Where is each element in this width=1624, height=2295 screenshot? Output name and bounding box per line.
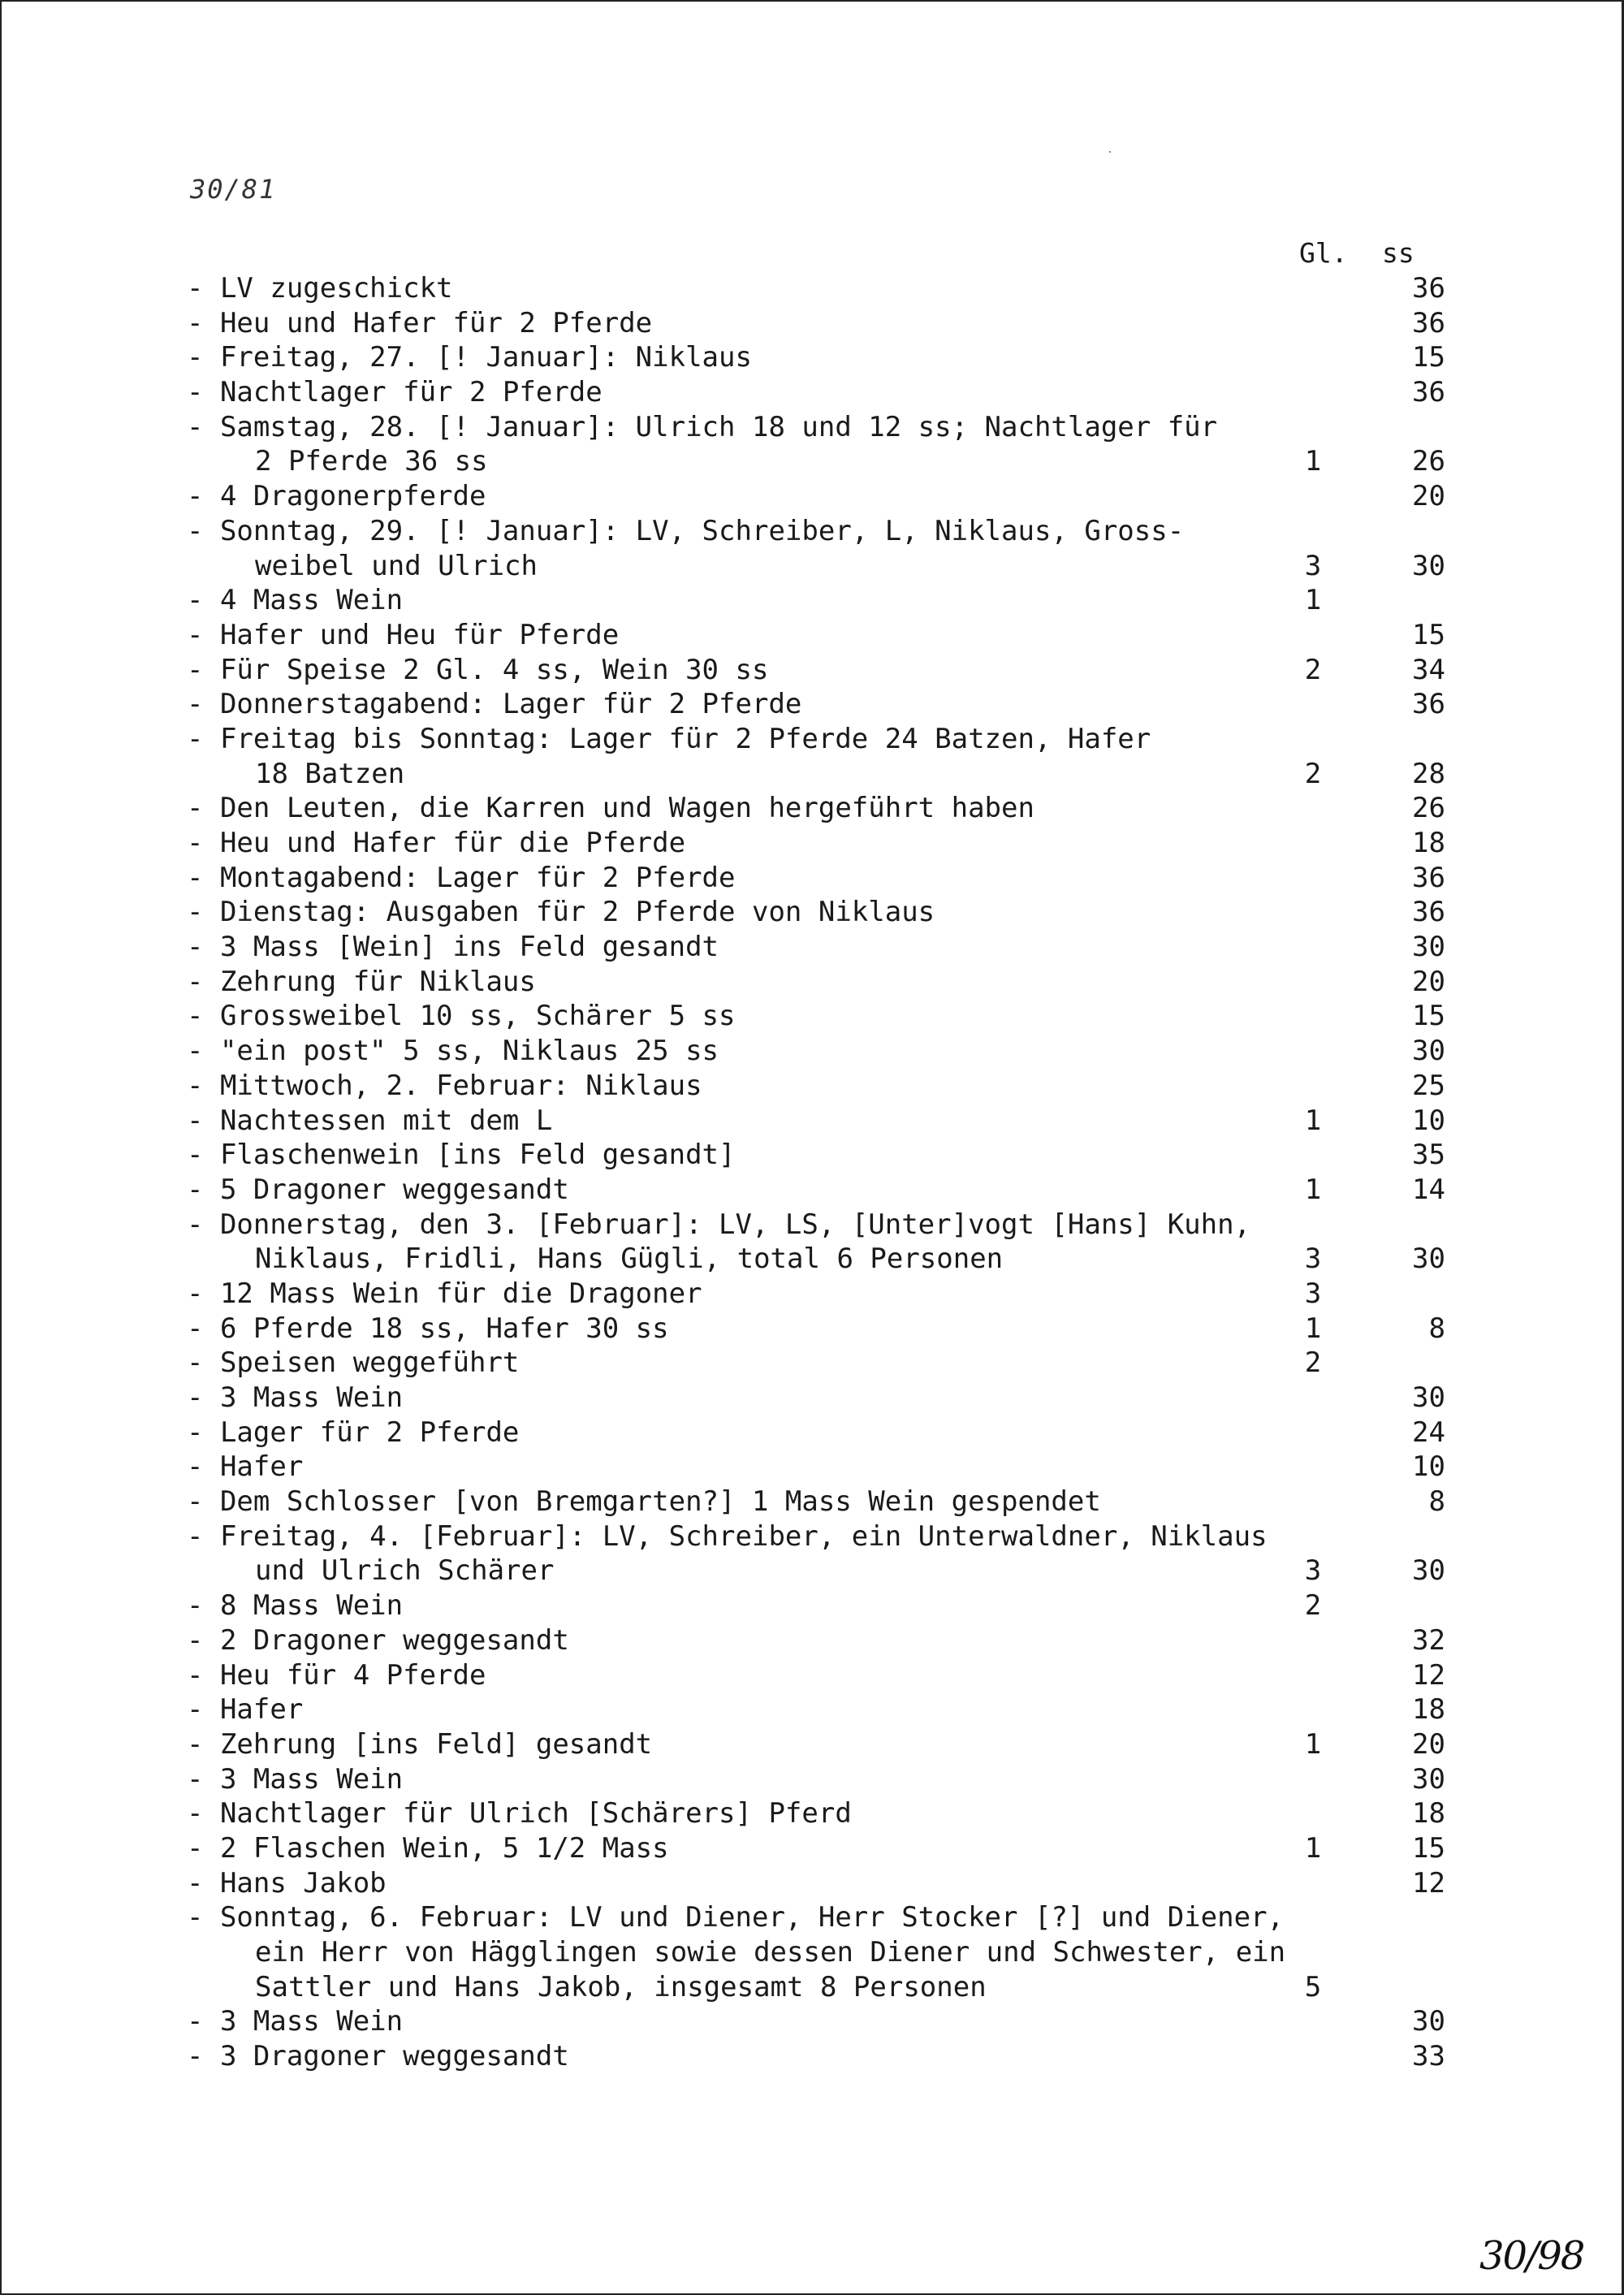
ledger-row — [187, 1970, 1445, 2005]
entry-gl: 3 — [1304, 1554, 1322, 1588]
ledger-row — [187, 340, 1445, 375]
entry-ss: 8 — [1428, 1312, 1445, 1345]
ledger-row — [187, 1415, 1445, 1450]
ledger-row — [187, 1277, 1445, 1312]
ledger-entries — [187, 271, 1445, 2074]
entry-text: - Mittwoch, 2. Februar: Niklaus — [187, 1069, 702, 1102]
ledger-row — [187, 1554, 1445, 1588]
entry-ss: 18 — [1412, 1797, 1445, 1830]
entry-ss: 30 — [1412, 1762, 1445, 1796]
ledger-row — [187, 1173, 1445, 1208]
ledger-row — [187, 618, 1445, 653]
entry-ss: 25 — [1412, 1069, 1445, 1102]
entry-text: - 3 Dragoner weggesandt — [187, 2040, 569, 2073]
entry-text: - 3 Mass [Wein] ins Feld gesandt — [187, 931, 719, 964]
ledger-row — [187, 757, 1445, 792]
entry-text: Niklaus, Fridli, Hans Gügli, total 6 Personen — [255, 1243, 1004, 1276]
entry-ss: 28 — [1412, 757, 1445, 790]
entry-gl: 1 — [1304, 445, 1322, 478]
ledger-row — [187, 1346, 1445, 1381]
ledger-row — [187, 1138, 1445, 1173]
ledger-row — [187, 583, 1445, 618]
entry-ss: 15 — [1412, 618, 1445, 651]
ledger-row — [187, 1450, 1445, 1485]
entry-ss: 32 — [1412, 1623, 1445, 1657]
entry-text: - Lager für 2 Pferde — [187, 1415, 520, 1449]
entry-text: - Sonntag, 29. [! Januar]: LV, Schreiber, L, Niklaus, Gross- — [187, 514, 1185, 547]
entry-ss: 12 — [1412, 1658, 1445, 1692]
entry-gl: 2 — [1304, 1346, 1322, 1380]
entry-ss: 34 — [1412, 653, 1445, 686]
ledger-row — [187, 1312, 1445, 1346]
ledger-row — [187, 861, 1445, 896]
entry-text: - Montagabend: Lager für 2 Pferde — [187, 861, 736, 894]
entry-text: - Zehrung für Niklaus — [187, 965, 536, 998]
entry-text: - 2 Dragoner weggesandt — [187, 1623, 569, 1657]
ledger-row — [187, 687, 1445, 722]
entry-text: - Nachtessen mit dem L — [187, 1104, 553, 1137]
ledger-row — [187, 1485, 1445, 1519]
entry-gl: 2 — [1304, 757, 1322, 790]
entry-text: - Hans Jakob — [187, 1866, 387, 1900]
entry-text: 18 Batzen — [255, 757, 405, 790]
ledger-row — [187, 1069, 1445, 1104]
entry-ss: 36 — [1412, 688, 1445, 721]
entry-ss: 26 — [1412, 792, 1445, 825]
entry-ss: 30 — [1412, 1554, 1445, 1588]
entry-ss: 20 — [1412, 1727, 1445, 1761]
page-reference: 30/81 — [190, 174, 277, 205]
entry-ss: 24 — [1412, 1415, 1445, 1449]
entry-text: - Zehrung [ins Feld] gesandt — [187, 1727, 653, 1761]
column-header-gl: Gl. — [1299, 237, 1348, 269]
entry-ss: 15 — [1412, 341, 1445, 374]
entry-text: - Samstag, 28. [! Januar]: Ulrich 18 und 12 ss; Nachtlager für — [187, 410, 1218, 443]
entry-text: - Sonntag, 6. Februar: LV und Diener, Herr Stocker [?] und Diener, — [187, 1901, 1285, 1934]
entry-text: - 8 Mass Wein — [187, 1589, 404, 1623]
entry-ss: 30 — [1412, 1243, 1445, 1276]
entry-text: - "ein post" 5 ss, Niklaus 25 ss — [187, 1035, 719, 1068]
entry-ss: 15 — [1412, 1000, 1445, 1033]
entry-text: - 3 Mass Wein — [187, 1381, 404, 1414]
entry-gl: 1 — [1304, 1104, 1322, 1137]
entry-ss: 14 — [1412, 1173, 1445, 1206]
entry-ss: 12 — [1412, 1866, 1445, 1900]
ledger-row — [187, 930, 1445, 965]
entry-text: - Heu und Hafer für die Pferde — [187, 827, 686, 859]
entry-ss: 26 — [1412, 445, 1445, 478]
ledger-row — [187, 1519, 1445, 1554]
ledger-row — [187, 1242, 1445, 1277]
entry-text: - 6 Pferde 18 ss, Hafer 30 ss — [187, 1312, 669, 1345]
entry-text: - Hafer — [187, 1450, 304, 1484]
entry-gl: 3 — [1304, 549, 1322, 582]
entry-text: - 5 Dragoner weggesandt — [187, 1173, 569, 1206]
ledger-row — [187, 549, 1445, 584]
ledger-row — [187, 1208, 1445, 1243]
entry-text: und Ulrich Schärer — [255, 1554, 555, 1588]
entry-text: - Heu und Hafer für 2 Pferde — [187, 306, 653, 339]
entry-text: - 4 Dragonerpferde — [187, 480, 486, 513]
entry-text: - 3 Mass Wein — [187, 1762, 404, 1796]
entry-ss: 36 — [1412, 272, 1445, 305]
entry-text: - Freitag, 4. [Februar]: LV, Schreiber, ein Unterwaldner, Niklaus — [187, 1519, 1268, 1553]
ledger-row — [187, 965, 1445, 1000]
entry-text: - 4 Mass Wein — [187, 584, 404, 617]
entry-gl: 2 — [1304, 1589, 1322, 1623]
entry-ss: 10 — [1412, 1104, 1445, 1137]
entry-text: - Für Speise 2 Gl. 4 ss, Wein 30 ss — [187, 653, 769, 686]
ledger-row — [187, 306, 1445, 341]
entry-text: - Dem Schlosser [von Bremgarten?] 1 Mass Wein gespendet — [187, 1485, 1101, 1519]
entry-text: - Donnerstag, den 3. [Februar]: LV, LS, [Unter]vogt [Hans] Kuhn, — [187, 1208, 1251, 1241]
entry-text: - 12 Mass Wein für die Dragoner — [187, 1277, 702, 1310]
entry-text: weibel und Ulrich — [255, 549, 538, 582]
ledger-row — [187, 1900, 1445, 1935]
ledger-row — [187, 653, 1445, 688]
entry-text: Sattler und Hans Jakob, insgesamt 8 Personen — [255, 1970, 987, 2003]
ledger-row — [187, 1727, 1445, 1762]
entry-text: - Flaschenwein [ins Feld gesandt] — [187, 1139, 736, 1172]
ledger-row — [187, 1935, 1445, 1970]
ledger-row — [187, 1866, 1445, 1901]
ledger-row — [187, 895, 1445, 930]
ledger-row — [187, 514, 1445, 549]
entry-ss: 8 — [1428, 1485, 1445, 1519]
ledger-row — [187, 2004, 1445, 2039]
entry-ss: 20 — [1412, 965, 1445, 998]
entry-text: - Nachtlager für 2 Pferde — [187, 376, 603, 409]
entry-gl: 5 — [1304, 1970, 1322, 2003]
ledger-row — [187, 1692, 1445, 1727]
entry-text: - 3 Mass Wein — [187, 2005, 404, 2038]
entry-ss: 36 — [1412, 861, 1445, 894]
entry-ss: 18 — [1412, 1693, 1445, 1727]
entry-gl: 1 — [1304, 1831, 1322, 1865]
entry-text: - Heu für 4 Pferde — [187, 1658, 486, 1692]
entry-ss: 18 — [1412, 827, 1445, 859]
entry-text: - 2 Flaschen Wein, 5 1/2 Mass — [187, 1831, 669, 1865]
entry-ss: 30 — [1412, 931, 1445, 964]
entry-text: - Dienstag: Ausgaben für 2 Pferde von Niklaus — [187, 896, 935, 929]
ledger-row — [187, 1623, 1445, 1658]
entry-gl: 2 — [1304, 653, 1322, 686]
entry-ss: 36 — [1412, 376, 1445, 409]
entry-text: - LV zugeschickt — [187, 272, 453, 305]
ledger-row — [187, 1104, 1445, 1139]
ledger-row — [187, 826, 1445, 861]
entry-ss: 20 — [1412, 480, 1445, 513]
entry-text: ein Herr von Hägglingen sowie dessen Diener und Schwester, ein — [255, 1936, 1286, 1969]
column-header-ss: ss — [1382, 237, 1415, 269]
entry-ss: 36 — [1412, 306, 1445, 339]
scan-speck — [1109, 151, 1111, 153]
handwritten-page-number: 30/98 — [1479, 2233, 1584, 2279]
ledger-row — [187, 375, 1445, 410]
ledger-row — [187, 2039, 1445, 2074]
entry-gl: 1 — [1304, 1727, 1322, 1761]
entry-text: - Donnerstagabend: Lager für 2 Pferde — [187, 688, 802, 721]
entry-ss: 30 — [1412, 1381, 1445, 1414]
ledger-row — [187, 1658, 1445, 1693]
entry-gl: 3 — [1304, 1243, 1322, 1276]
ledger-row — [187, 1034, 1445, 1069]
ledger-row — [187, 1831, 1445, 1866]
entry-text: - Freitag, 27. [! Januar]: Niklaus — [187, 341, 752, 374]
entry-text: 2 Pferde 36 ss — [255, 445, 488, 478]
entry-text: - Nachtlager für Ulrich [Schärers] Pferd — [187, 1797, 852, 1830]
ledger-row — [187, 1796, 1445, 1831]
entry-ss: 30 — [1412, 1035, 1445, 1068]
entry-ss: 35 — [1412, 1139, 1445, 1172]
entry-text: - Freitag bis Sonntag: Lager für 2 Pferde 24 Batzen, Hafer — [187, 722, 1151, 755]
ledger-row — [187, 1588, 1445, 1623]
entry-ss: 15 — [1412, 1831, 1445, 1865]
entry-ss: 33 — [1412, 2040, 1445, 2073]
ledger-row — [187, 410, 1445, 445]
ledger-row — [187, 271, 1445, 306]
entry-gl: 1 — [1304, 1312, 1322, 1345]
entry-gl: 1 — [1304, 584, 1322, 617]
entry-gl: 1 — [1304, 1173, 1322, 1206]
entry-ss: 10 — [1412, 1450, 1445, 1484]
entry-text: - Den Leuten, die Karren und Wagen hergeführt haben — [187, 792, 1034, 825]
entry-ss: 30 — [1412, 2005, 1445, 2038]
ledger-row — [187, 444, 1445, 479]
ledger-row — [187, 1762, 1445, 1797]
entry-text: - Speisen weggeführt — [187, 1346, 520, 1380]
entry-gl: 3 — [1304, 1277, 1322, 1310]
ledger-row — [187, 999, 1445, 1034]
entry-text: - Hafer — [187, 1693, 304, 1727]
entry-ss: 36 — [1412, 896, 1445, 929]
ledger-row — [187, 1381, 1445, 1415]
ledger-row — [187, 791, 1445, 826]
entry-text: - Hafer und Heu für Pferde — [187, 618, 620, 651]
ledger-row — [187, 479, 1445, 514]
ledger-row — [187, 722, 1445, 757]
entry-text: - Grossweibel 10 ss, Schärer 5 ss — [187, 1000, 736, 1033]
entry-ss: 30 — [1412, 549, 1445, 582]
